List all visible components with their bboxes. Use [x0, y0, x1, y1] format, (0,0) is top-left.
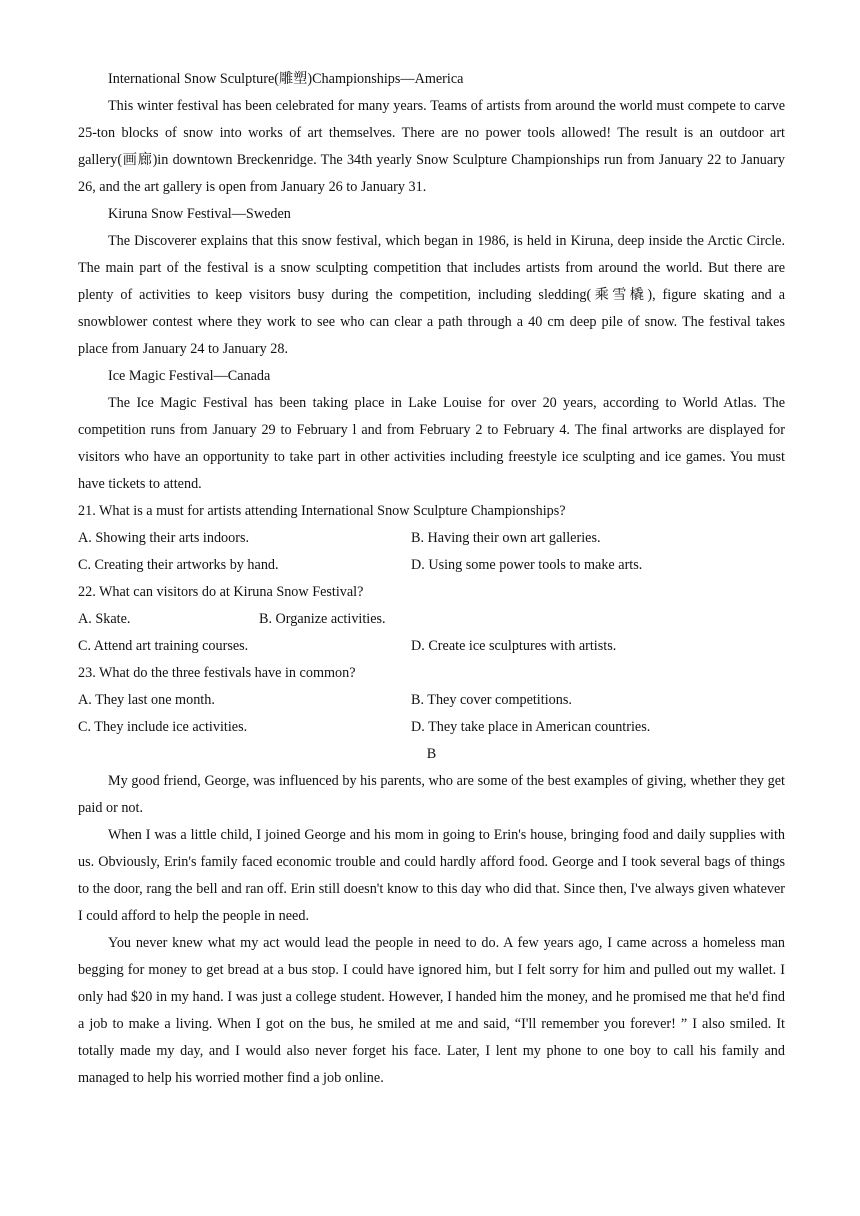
option-b: B. Organize activities.: [259, 611, 386, 627]
question-stem: 22. What can visitors do at Kiruna Snow Festival?: [78, 584, 364, 600]
options-row: [78, 633, 785, 660]
option-d: D. Create ice sculptures with artists.: [411, 638, 617, 654]
question-stem: 21. What is a must for artists attending International Snow Sculpture Championships?: [78, 503, 566, 519]
festival-heading: Ice Magic Festival—Canada: [108, 368, 271, 384]
festival-heading: International Snow Sculpture(雕塑)Championships—America: [108, 71, 464, 87]
option-a: A. They last one month.: [78, 692, 215, 708]
festival-section-america: [78, 66, 785, 201]
festival-section-canada: [78, 363, 785, 498]
question-22: [78, 579, 785, 660]
option-c: C. They include ice activities.: [78, 719, 248, 735]
option-b: B. They cover competitions.: [411, 692, 572, 708]
festival-section-sweden: [78, 201, 785, 363]
question-23: [78, 660, 785, 741]
festival-paragraph: This winter festival has been celebrated for many years. Teams of artists from around the world must compete to carve 25-ton blocks of snow into works of art themselves. There are no power tools allowed! The result is an outdoor art gallery(画廊)in downtown Breckenridge. The 34th yearly Snow Sculpture Championships run from January 22 to January 26, and the art gallery is open from January 26 to January 31.: [78, 98, 785, 195]
festival-paragraph: The Discoverer explains that this snow festival, which began in 1986, is held in Kiruna, deep inside the Arctic Circle. The main part of the festival is a snow sculpting competition that includes artists from around the world. But there are plenty of activities to keep visitors busy during the competition, including sledding(乘雪橇), figure skating and a snowblower contest where they work to see who can clear a path through a 40 cm deep pile of snow. The festival takes place from January 24 to January 28.: [78, 233, 785, 357]
festival-heading: Kiruna Snow Festival—Sweden: [108, 206, 291, 222]
option-c: C. Creating their artworks by hand.: [78, 557, 279, 573]
option-a: A. Showing their arts indoors.: [78, 530, 250, 546]
options-row: [78, 552, 785, 579]
option-d: D. Using some power tools to make arts.: [411, 557, 643, 573]
options-row: [78, 525, 785, 552]
question-21: [78, 498, 785, 579]
options-row: [78, 606, 785, 633]
exam-page: [78, 66, 785, 1092]
option-c: C. Attend art training courses.: [78, 638, 249, 654]
question-stem: 23. What do the three festivals have in common?: [78, 665, 356, 681]
festival-paragraph: The Ice Magic Festival has been taking place in Lake Louise for over 20 years, according to World Atlas. The competition runs from January 29 to February l and from February 2 to February 4. The final artworks are displayed for visitors who have an opportunity to take part in other activities including freestyle ice sculpting and ice games. You must have tickets to attend.: [78, 395, 785, 492]
option-a: A. Skate.: [78, 611, 131, 627]
passage-b-paragraph: My good friend, George, was influenced by his parents, who are some of the best examples of giving, whether they get paid or not.: [78, 773, 785, 816]
option-b: B. Having their own art galleries.: [411, 530, 601, 546]
passage-b-paragraph: When I was a little child, I joined George and his mom in going to Erin's house, bringing food and daily supplies with us. Obviously, Erin's family faced economic trouble and could hardly afford food. George and I took several bags of things to the door, rang the bell and ran off. Erin still doesn't know to this day who did that. Since then, I've always given whatever I could afford to help the people in need.: [78, 827, 785, 924]
section-letter-b: B: [426, 746, 437, 762]
option-d: D. They take place in American countries.: [411, 719, 651, 735]
options-row: [78, 714, 785, 741]
passage-b-paragraph: You never knew what my act would lead the people in need to do. A few years ago, I came across a homeless man begging for money to get bread at a bus stop. I could have ignored him, but I felt sorry for him and pulled out my wallet. I only had $20 in my hand. I was just a college student. However, I handed him the money, and he promised me that he'd find a job to make a living. When I got on the bus, he smiled at me and said, “I'll remember you forever! ” I also smiled. It totally made my day, and I would also never forget his face. Later, I lent my phone to one boy to call his family and managed to help his worried mother find a job online.: [78, 935, 785, 1086]
options-row: [78, 687, 785, 714]
